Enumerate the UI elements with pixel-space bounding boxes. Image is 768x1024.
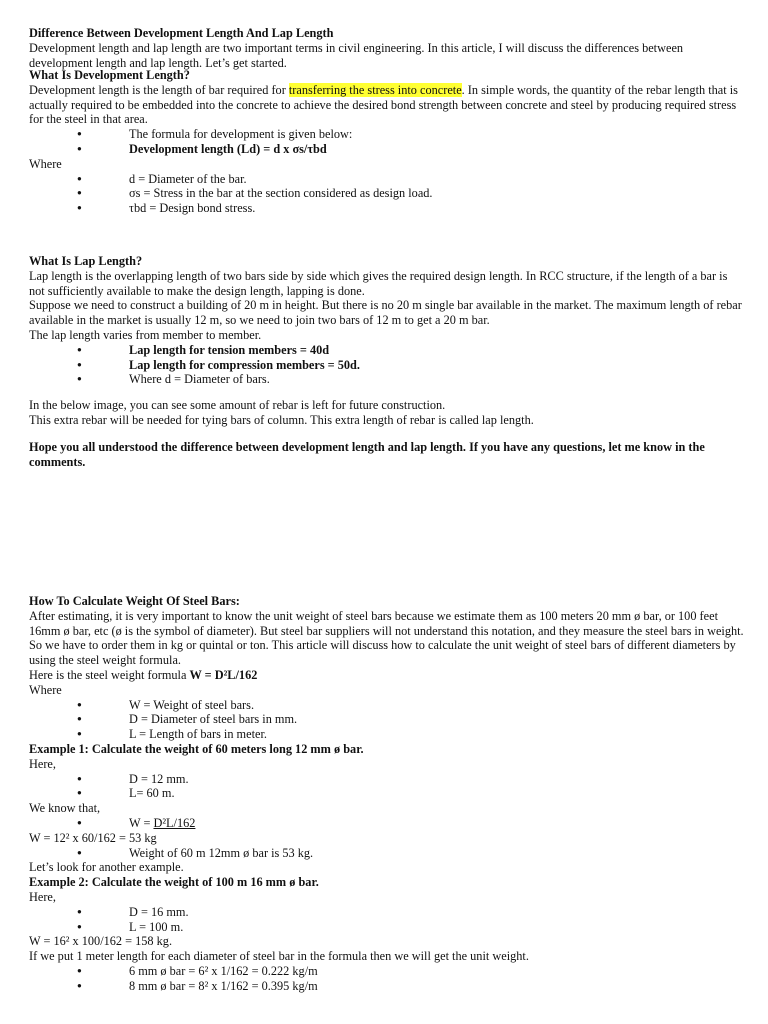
underlined-formula: D²L/162 xyxy=(153,815,196,830)
text-run: . In simple words, the quantity of the rebar length that is actually required to be embedded into the concrete to achieve the desired bond strength between concrete and steel by producing required stress for the steel in that area. xyxy=(29,82,738,127)
paragraph: Let’s look for another example. xyxy=(29,860,184,875)
section-title: What Is Lap Length? xyxy=(29,254,143,268)
list-item: ● σs = Stress in the bar at the section considered as design load. xyxy=(29,186,745,201)
we-know-label: We know that, xyxy=(29,801,101,816)
closing-paragraph: Hope you all understood the difference between development length and lap length. If you have any questions, let me know in the comments. xyxy=(29,440,705,469)
section-title: What Is Development Length? xyxy=(29,68,190,82)
formula-item: ● Development length (Ld) = d x σs/τbd xyxy=(29,142,745,157)
development-length-section xyxy=(29,68,745,216)
paragraph: This extra rebar will be needed for tying bars of column. This extra length of rebar is called lap length. xyxy=(29,412,534,427)
list-item: ● D = 12 mm. xyxy=(29,772,745,787)
section-title: How To Calculate Weight Of Steel Bars: xyxy=(29,594,240,608)
lap-length-section xyxy=(29,254,745,387)
example-title: Example 2: Calculate the weight of 100 m 16 mm ø bar. xyxy=(29,875,319,890)
weight-formula: W = D²L/162 xyxy=(189,667,258,682)
text-run: Here is the steel weight formula xyxy=(29,667,190,682)
here-label: Here, xyxy=(29,756,56,771)
text-run: Development length is the length of bar required for xyxy=(29,82,289,97)
here-label: Here, xyxy=(29,889,56,904)
calculation: W = 16² x 100/162 = 158 kg. xyxy=(29,934,173,949)
list-item: ● 6 mm ø bar = 6² x 1/162 = 0.222 kg/m xyxy=(29,964,745,979)
steel-weight-section xyxy=(29,594,745,994)
list-item: ● L= 60 m. xyxy=(29,786,745,801)
paragraph: Lap length is the overlapping length of two bars side by side which gives the required design length. In RCC structure, if the length of a bar is not sufficiently available to make the design length, lapping is done. xyxy=(29,268,728,298)
paragraph: After estimating, it is very important to know the unit weight of steel bars because we estimate them as 100 meters 20 mm ø bar, or 100 feet 16mm ø bar, etc (ø is the symbol of diameter). But steel bar suppliers will not understand this notation, and they measure the steel bars in weight. xyxy=(29,608,744,638)
where-label: Where xyxy=(29,156,62,171)
lap-image-note xyxy=(29,398,745,428)
list-item: ● D = 16 mm. xyxy=(29,905,745,920)
list-item: ● Lap length for tension members = 40d xyxy=(29,343,745,358)
list-item: ● τbd = Design bond stress. xyxy=(29,201,745,216)
list-item: ● L = 100 m. xyxy=(29,920,745,935)
list-item: ● D = Diameter of steel bars in mm. xyxy=(29,712,745,727)
lap-values-list xyxy=(29,343,745,387)
example-values-list xyxy=(29,772,745,802)
section-title: Difference Between Development Length And Lap Length xyxy=(29,26,334,40)
formula-list xyxy=(29,816,745,831)
definitions-list xyxy=(29,172,745,216)
list-item: ● 8 mm ø bar = 8² x 1/162 = 0.395 kg/m xyxy=(29,979,745,994)
intro-paragraph: Development length and lap length are two important terms in civil engineering. In this article, I will discuss the differences between development length and lap length. Let’s get started. xyxy=(29,40,684,70)
list-item: ● Weight of 60 m 12mm ø bar is 53 kg. xyxy=(29,846,745,861)
paragraph: If we put 1 meter length for each diameter of steel bar in the formula then we will get the unit weight. xyxy=(29,949,529,964)
list-item: ● W = Weight of steel bars. xyxy=(29,698,745,713)
list-item: ● Where d = Diameter of bars. xyxy=(29,372,745,387)
definitions-list xyxy=(29,698,745,742)
calculation: W = 12² x 60/162 = 53 kg xyxy=(29,830,157,845)
example-values-list xyxy=(29,905,745,935)
paragraph: In the below image, you can see some amount of rebar is left for future construction. xyxy=(29,398,446,412)
list-item: ● L = Length of bars in meter. xyxy=(29,727,745,742)
where-label: Where xyxy=(29,682,62,697)
unit-weight-list xyxy=(29,964,745,994)
list-item: ● The formula for development is given below: xyxy=(29,127,745,142)
paragraph: The lap length varies from member to member. xyxy=(29,327,262,342)
closing-note xyxy=(29,440,745,470)
list-item xyxy=(29,816,745,831)
highlighted-text: transferring the stress into concrete xyxy=(288,82,462,97)
text-run: W = xyxy=(129,815,154,830)
formula-list xyxy=(29,127,745,157)
definition-paragraph xyxy=(29,83,745,127)
intro-section xyxy=(29,26,745,70)
formula-paragraph xyxy=(29,668,745,683)
paragraph: So we have to order them in kg or quintal or ton. This article will discuss how to calculate the unit weight of steel bars of different diameters by using the steel weight formula. xyxy=(29,638,736,668)
result-list xyxy=(29,846,745,861)
paragraph: Suppose we need to construct a building of 20 m in height. But there is no 20 m single bar available in the market. The maximum length of rebar available in the market is usually 12 m, so we need to join two bars of 12 m to get a 20 m bar. xyxy=(29,298,742,328)
example-title: Example 1: Calculate the weight of 60 meters long 12 mm ø bar. xyxy=(29,741,364,756)
list-item: ● d = Diameter of the bar. xyxy=(29,172,745,187)
list-item: ● Lap length for compression members = 50d. xyxy=(29,358,745,373)
